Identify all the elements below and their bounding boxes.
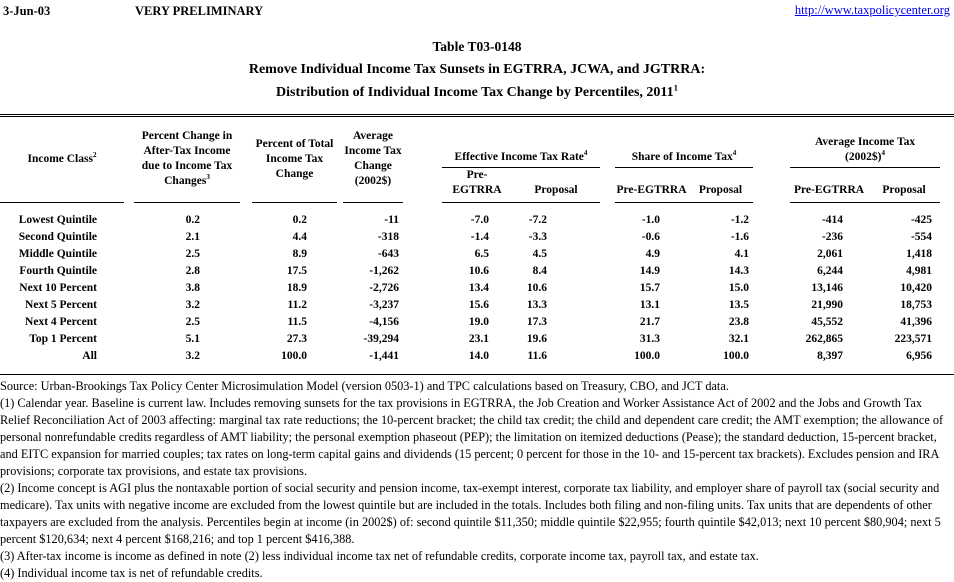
- cell: 4.5: [532, 247, 548, 260]
- column-gap: [403, 263, 442, 280]
- cell: -236: [821, 230, 844, 243]
- footnote-ref-4: 4: [732, 148, 737, 157]
- cell: 10,420: [900, 281, 933, 294]
- cell: -1.0: [641, 213, 661, 226]
- cell: 13.4: [468, 281, 489, 294]
- cell: 41,396: [900, 315, 933, 328]
- cell: 3.8: [185, 281, 200, 294]
- column-gap: [940, 297, 954, 314]
- table-title: Remove Individual Income Tax Sunsets in EGTRRA, JCWA, and JGTRRA:: [248, 62, 706, 77]
- cell: 45,552: [811, 315, 844, 328]
- cell: 27.3: [286, 332, 307, 345]
- column-gap: [753, 280, 790, 297]
- cell: -643: [377, 247, 399, 260]
- cell: -1.4: [470, 230, 489, 243]
- col-header-income-class: Income Class$^2$: [0, 117, 124, 202]
- column-gap: [124, 297, 134, 314]
- column-gap: [124, 348, 134, 374]
- row-label: Next 5 Percent: [25, 298, 97, 311]
- column-gap: [240, 117, 252, 202]
- cell: 6,956: [906, 349, 933, 362]
- column-gap: [240, 348, 252, 374]
- cell: 14.9: [639, 264, 661, 277]
- cell: -1.6: [730, 230, 750, 243]
- column-gap: [240, 314, 252, 331]
- cell: 11.5: [287, 315, 307, 328]
- col-group-share-of-tax: Share of Income Tax$^4$: [615, 117, 753, 167]
- row-label: Second Quintile: [18, 230, 97, 243]
- cell: 15.6: [468, 298, 489, 311]
- cell: 4,981: [906, 264, 933, 277]
- footnote-1: (1) Calendar year. Baseline is current law. Includes removing sunsets for the tax provisions in EGTRRA, the Job Creation and Worker Assistance Act of 2002 and the Jobs and Growth Tax Relief Reconciliation Act of 2003 affecting: marginal tax rate reductions; the 10-percent bracket; the child tax credit; the child and dependent care credit; the AMT exemption; the allowance of personal nonrefundable credits regardless of AMT liability; the personal exemption phaseout (PEP); the limitation on itemized deductions (Pease); the standard deduction, 15-percent bracket, and EITC expansion for married couples; tax rates on long-term capital gains and dividends (15 percent; 0 percent for those in the 10- and 15-percent tax brackets). Excludes pension and IRA provisions; corporate tax provisions, and estate tax provisions.: [0, 395, 944, 478]
- cell: 18,753: [900, 298, 933, 311]
- column-gap: [753, 348, 790, 374]
- column-gap: [753, 117, 790, 202]
- footnote-ref-4: 4: [881, 148, 886, 157]
- table-row: [0, 263, 954, 280]
- column-gap: [403, 280, 442, 297]
- cell: -318: [377, 230, 399, 243]
- column-gap: [940, 117, 954, 202]
- cell: 18.9: [286, 281, 307, 294]
- table-row: [0, 297, 954, 314]
- cell: -39,294: [363, 332, 399, 345]
- footnote-3: (3) After-tax income is income as defined in note (2) less individual income tax net of refundable credits, corporate income tax, payroll tax, and estate tax.: [0, 548, 759, 563]
- table-row: [0, 331, 954, 348]
- column-gap: [240, 229, 252, 246]
- cell: 21.7: [639, 315, 661, 328]
- cell: 0.2: [292, 213, 307, 226]
- column-gap: [940, 246, 954, 263]
- cell: 100.0: [634, 349, 661, 362]
- col-header-pct-change-after-tax: Percent Change in After-Tax Income due to Income Tax Changes$^3$: [134, 117, 240, 202]
- cell: -7.2: [528, 213, 548, 226]
- cell: -3.3: [528, 230, 548, 243]
- cell: 13,146: [811, 281, 844, 294]
- footnote-ref-3: 3: [206, 173, 210, 182]
- subheader-effective-proposal: Proposal: [512, 167, 600, 202]
- cell: 0.2: [185, 213, 200, 226]
- cell: 23.1: [468, 332, 489, 345]
- column-gap: [403, 202, 442, 229]
- column-gap: [753, 246, 790, 263]
- cell: 6.5: [474, 247, 489, 260]
- column-gap: [600, 263, 615, 280]
- column-gap: [403, 331, 442, 348]
- footnotes: [0, 378, 954, 582]
- cell: 8.9: [292, 247, 307, 260]
- column-gap: [240, 297, 252, 314]
- column-gap: [124, 246, 134, 263]
- col-header-pct-total-change: Percent of Total Income Tax Change: [252, 117, 337, 202]
- cell: 19.6: [526, 332, 548, 345]
- cell: 100.0: [723, 349, 750, 362]
- column-gap: [403, 246, 442, 263]
- cell: 14.0: [468, 349, 489, 362]
- column-gap: [403, 314, 442, 331]
- column-gap: [124, 229, 134, 246]
- column-gap: [940, 331, 954, 348]
- footnote-ref-1: 1: [673, 82, 678, 93]
- col-group-effective-rate: Effective Income Tax Rate$^4$: [442, 117, 600, 167]
- column-gap: [753, 263, 790, 280]
- cell: -0.6: [641, 230, 661, 243]
- col-group-avg-income-tax: Average Income Tax (2002$)$^4$: [790, 117, 940, 167]
- table-row: [0, 348, 954, 374]
- column-gap: [124, 117, 134, 202]
- cell: 2.5: [185, 247, 200, 260]
- cell: -4,156: [369, 315, 399, 328]
- cell: 4.4: [292, 230, 307, 243]
- column-gap: [240, 280, 252, 297]
- row-label: Top 1 Percent: [29, 332, 97, 345]
- table-row: [0, 246, 954, 263]
- title-block: [0, 36, 954, 104]
- table-row: [0, 280, 954, 297]
- column-gap: [403, 229, 442, 246]
- cell: 6,244: [817, 264, 844, 277]
- column-gap: [940, 348, 954, 374]
- cell: 17.3: [526, 315, 548, 328]
- cell: -1.2: [730, 213, 750, 226]
- cell: 1,418: [906, 247, 933, 260]
- column-gap: [600, 229, 615, 246]
- table-row: [0, 229, 954, 246]
- column-gap: [124, 202, 134, 229]
- column-gap: [600, 202, 615, 229]
- cell: 3.2: [185, 298, 200, 311]
- cell: 23.8: [728, 315, 750, 328]
- footnote-ref-4: 4: [583, 148, 588, 157]
- cell: 8,397: [817, 349, 844, 362]
- cell: 2.8: [185, 264, 200, 277]
- cell: 5.1: [185, 332, 200, 345]
- cell: 4.9: [645, 247, 661, 260]
- cell: 15.7: [639, 281, 661, 294]
- table-subtitle: Distribution of Individual Income Tax Change by Percentiles, 2011$^1$: [276, 82, 678, 100]
- table-number-title: Table T03-0148: [432, 39, 522, 54]
- column-gap: [600, 280, 615, 297]
- column-gap: [403, 117, 442, 202]
- cell: 262,865: [805, 332, 844, 345]
- cell: 223,571: [894, 332, 933, 345]
- cell: -3,237: [369, 298, 399, 311]
- column-gap: [600, 331, 615, 348]
- cell: 2.5: [185, 315, 200, 328]
- column-gap: [600, 117, 615, 202]
- cell: 13.3: [526, 298, 548, 311]
- col-header-avg-tax-change: Average Income Tax Change (2002$): [343, 117, 403, 202]
- date-label: 3-Jun-03: [3, 4, 51, 18]
- table-row: [0, 202, 954, 229]
- column-gap: [240, 202, 252, 229]
- column-gap: [124, 331, 134, 348]
- cell: 31.3: [639, 332, 661, 345]
- source-note: Source: Urban-Brookings Tax Policy Center Microsimulation Model (version 0503-1) and TPC calculations based on Treasury, CBO, and JCT data.: [0, 378, 729, 393]
- cell: 15.0: [728, 281, 750, 294]
- column-gap: [240, 331, 252, 348]
- cell: 2.1: [185, 230, 200, 243]
- column-gap: [403, 297, 442, 314]
- subheader-effective-pre-egtrra: Pre-EGTRRA: [442, 167, 512, 202]
- column-gap: [753, 229, 790, 246]
- cell: -2,726: [369, 281, 399, 294]
- column-gap: [240, 263, 252, 280]
- row-label: Next 10 Percent: [19, 281, 97, 294]
- preliminary-label: VERY PRELIMINARY: [135, 4, 264, 18]
- row-label: Next 4 Percent: [25, 315, 97, 328]
- column-gap: [124, 280, 134, 297]
- column-gap: [600, 246, 615, 263]
- column-gap: [403, 348, 442, 374]
- cell: 10.6: [468, 264, 489, 277]
- column-gap: [124, 314, 134, 331]
- cell: 2,061: [817, 247, 844, 260]
- cell: 21,990: [811, 298, 844, 311]
- column-gap: [600, 314, 615, 331]
- cell: 11.6: [527, 349, 548, 362]
- cell: 14.3: [728, 264, 750, 277]
- cell: 11.2: [287, 298, 307, 311]
- footnote-4: (4) Individual income tax is net of refundable credits.: [0, 565, 263, 580]
- cell: 10.6: [526, 281, 548, 294]
- cell: 32.1: [728, 332, 750, 345]
- table-bottom-rule: [0, 374, 954, 375]
- cell: -1,262: [369, 264, 399, 277]
- row-label: Lowest Quintile: [18, 213, 97, 226]
- cell: -1,441: [369, 349, 399, 362]
- subheader-share-pre-egtrra: Pre-EGTRRA: [615, 167, 688, 202]
- cell: 13.5: [728, 298, 750, 311]
- cell: 19.0: [468, 315, 489, 328]
- cell: 4.1: [734, 247, 750, 260]
- subheader-avgtax-proposal: Proposal: [868, 167, 940, 202]
- column-gap: [240, 246, 252, 263]
- column-gap: [753, 202, 790, 229]
- column-gap: [600, 297, 615, 314]
- footnote-2: (2) Income concept is AGI plus the nontaxable portion of social security and pension income, tax-exempt interest, corporate tax liability, and employer share of payroll tax (social security and medicare). Tax units with negative income are excluded from the lowest quintile but are included in the totals. Includes both filing and non-filing units. Tax units that are dependents of other taxpayers are excluded from the analysis. Percentiles begin at income (in 2002$) of: second quintile $11,350; middle quintile $22,955; fourth quintile $42,013; next 10 percent $80,904; next 5 percent $120,634; next 4 percent $168,216; and top 1 percent $416,388.: [0, 480, 941, 546]
- income-tax-table: [0, 117, 954, 374]
- cell: 3.2: [185, 349, 200, 362]
- cell: -425: [910, 213, 933, 226]
- row-label: All: [82, 349, 97, 362]
- table-row: [0, 314, 954, 331]
- cell: 8.4: [532, 264, 548, 277]
- column-gap: [600, 348, 615, 374]
- column-gap: [753, 297, 790, 314]
- cell: -11: [384, 213, 399, 226]
- column-gap: [940, 280, 954, 297]
- column-gap: [753, 331, 790, 348]
- cell: 17.5: [286, 264, 307, 277]
- column-gap: [940, 202, 954, 229]
- column-gap: [940, 263, 954, 280]
- cell: 13.1: [639, 298, 661, 311]
- tpc-url-link[interactable]: http://www.taxpolicycenter.org: [794, 3, 950, 17]
- table-body: [0, 202, 954, 374]
- cell: -554: [910, 230, 933, 243]
- cell: -414: [821, 213, 844, 226]
- row-label: Fourth Quintile: [19, 264, 97, 277]
- column-gap: [940, 314, 954, 331]
- subheader-share-proposal: Proposal: [688, 167, 753, 202]
- cell: 100.0: [281, 349, 307, 362]
- row-label: Middle Quintile: [18, 247, 97, 260]
- subheader-avgtax-pre-egtrra: Pre-EGTRRA: [790, 167, 868, 202]
- top-bar: [0, 0, 954, 22]
- column-gap: [940, 229, 954, 246]
- cell: -7.0: [470, 213, 489, 226]
- column-gap: [124, 263, 134, 280]
- column-gap: [753, 314, 790, 331]
- footnote-ref-2: 2: [92, 150, 97, 159]
